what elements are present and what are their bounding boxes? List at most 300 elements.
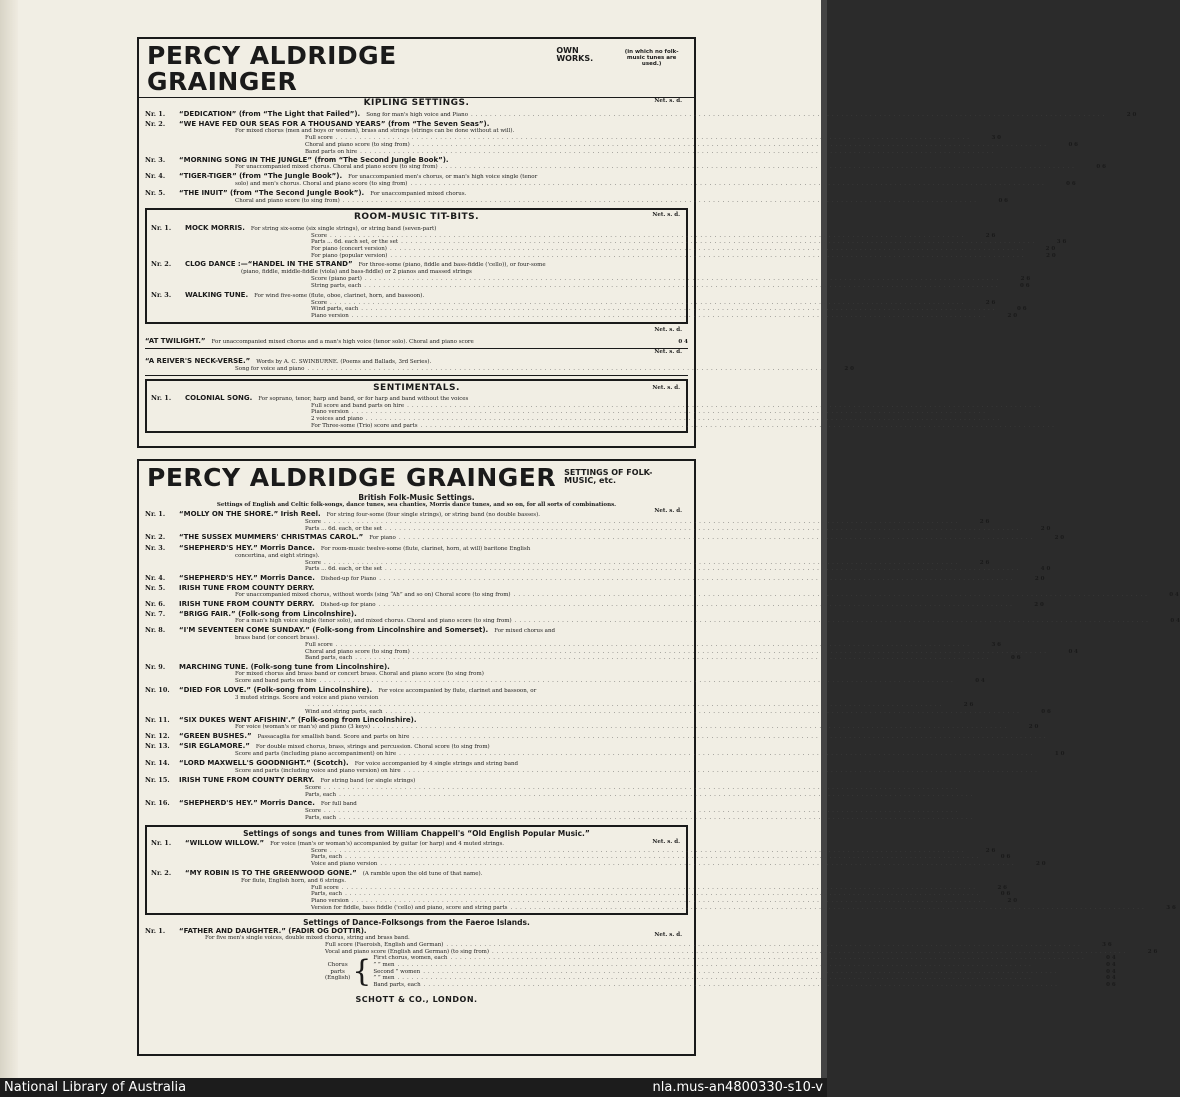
- item-number: Nr. 1.: [151, 393, 172, 402]
- price-row: [145, 519, 990, 526]
- price-row: [145, 566, 1051, 573]
- row-price: 0 4: [1106, 962, 1116, 969]
- row-label: Piano version: [311, 312, 349, 319]
- entry-line: [145, 599, 1044, 609]
- row-price: 2 0: [1045, 245, 1056, 252]
- row-price: 0 6: [1106, 981, 1116, 988]
- item-title: IRISH TUNE FROM COUNTY DERRY.: [179, 584, 315, 593]
- item-price: 2 0: [1126, 112, 1137, 118]
- item-line: For unaccompanied mixed chorus, without words (sing “Ah” and so on) Choral score (to sing from): [235, 592, 511, 599]
- item-number: Nr. 4.: [145, 171, 166, 180]
- item-description: For double mixed chorus, brass, strings and percussion. Choral score (to sing from): [255, 744, 490, 751]
- row-price: 2 6: [1147, 948, 1158, 955]
- net-price-label: Net. s. d.: [652, 838, 680, 845]
- row-label: Score: [305, 559, 322, 566]
- catalogue-entry: [145, 716, 1039, 731]
- row-label: Score: [311, 232, 328, 239]
- price-row: [145, 525, 1051, 533]
- catalogue-entry: [145, 625, 1079, 662]
- dot-leader: ......................................................................................................................................: [355, 655, 992, 662]
- dot-leader: ......................................................................................................................................: [407, 402, 1044, 409]
- dot-leader: ......................................................................................................................................: [345, 891, 982, 898]
- reiver-title: “A REIVER'S NECK-VERSE.”: [145, 356, 251, 365]
- row-label: For piano (concert version): [311, 245, 387, 252]
- dot-leader: ......................................................................................................................................: [385, 566, 1022, 573]
- item-description: For wind five-some (flute, oboe, clarinet, horn, and bassoon).: [254, 292, 425, 299]
- item-number: Nr. 3.: [151, 290, 172, 299]
- row-label: Full score: [311, 884, 339, 891]
- row-price: 0 6: [1041, 708, 1051, 715]
- dot-leader: ......................................................................................................................................: [380, 860, 1017, 867]
- price-row: [145, 942, 1112, 949]
- price-row: [145, 784, 961, 792]
- item-line: concertina, and eight strings).: [235, 552, 320, 559]
- item-number: Nr. 9.: [145, 662, 166, 671]
- row-label: ” ” men: [373, 975, 395, 982]
- publisher-imprint: SCHOTT & CO., LONDON.: [355, 995, 478, 1005]
- row-price: 2 0: [1046, 252, 1056, 259]
- british-folk-heading: British Folk-Music Settings.: [358, 493, 475, 502]
- item-line: brass band (or concert brass).: [235, 635, 320, 642]
- item-number: Nr. 6.: [145, 599, 166, 608]
- item-description: For full band: [320, 801, 357, 808]
- dot-leader: ......................................................................................................................................: [471, 112, 1108, 118]
- price-row: [145, 791, 976, 799]
- row-price: 2 0: [1007, 897, 1018, 904]
- entry-line: [145, 172, 688, 181]
- item-title: “THE INUIT” (from “The Second Jungle Book”).: [179, 188, 365, 197]
- row-label: Score: [305, 784, 322, 791]
- price-row: [145, 708, 1051, 716]
- entry-line: [145, 189, 688, 198]
- row-price: 0 6: [1020, 282, 1030, 289]
- row-price: 2 6: [979, 559, 990, 566]
- item-price: 0 6: [1066, 181, 1076, 188]
- entry-line: [145, 533, 1065, 542]
- at-twilight-entry: [145, 327, 688, 349]
- row-price: 3 6: [1102, 942, 1112, 949]
- price-row: [145, 751, 1065, 758]
- dot-leader: ......................................................................................................................................: [339, 791, 976, 798]
- row-price: 2 6: [979, 519, 990, 526]
- dot-leader: ......................................................................................................................................: [335, 642, 973, 649]
- row-price: 3 6: [1056, 239, 1067, 246]
- item-line: Score and parts (including piano accompaniment) on hire: [235, 751, 397, 758]
- sentimentals-panel: [145, 379, 1057, 434]
- row-label: For Three-some (Trio) score and parts: [311, 422, 418, 429]
- entry-line: [145, 686, 688, 695]
- dot-leader: ......................................................................................................................................: [510, 904, 1147, 911]
- dot-leader: ......................................................................................................................................: [397, 975, 1034, 982]
- entry-line: [145, 510, 688, 519]
- item-number: Nr. 3.: [145, 156, 166, 165]
- entry-line: [145, 626, 688, 635]
- at-twilight-title: “AT TWILIGHT.”: [145, 336, 206, 345]
- father-daughter-title: “FATHER AND DAUGHTER.” (FADIR OG DOTTIR).: [179, 927, 367, 936]
- dot-leader: ......................................................................................................................................: [330, 299, 967, 306]
- faeroe-section: [145, 918, 1158, 989]
- item-title: “GREEN BUSHES.”: [179, 731, 252, 740]
- catalogue-entry: [145, 775, 976, 798]
- price-row: [373, 955, 1115, 962]
- item-identifier: nla.mus-an4800330-s10-v: [652, 1080, 823, 1095]
- item-description: For unaccompanied men's chorus, or man's high voice single (tenor: [348, 173, 538, 180]
- item-title: “DIED FOR LOVE.” (Folk-song from Lincolnshire).: [179, 685, 373, 694]
- chorus-rows: [373, 955, 1115, 988]
- row-label: Parts ... 6d. each, or the set: [305, 525, 383, 532]
- item-number: Nr. 2.: [145, 120, 166, 129]
- dot-leader: ......................................................................................................................................: [412, 142, 1050, 148]
- row-label: Band parts, each: [305, 655, 353, 662]
- catalogue-entry: [145, 510, 1051, 532]
- row-price: 0 4: [1106, 968, 1116, 975]
- row-price: 2 6: [985, 847, 996, 854]
- net-price-label: Net. s. d.: [654, 326, 682, 333]
- row-price: 0 6: [1000, 891, 1011, 898]
- price-row: [151, 299, 996, 307]
- row-label: Score: [305, 808, 322, 815]
- dot-leader: ......................................................................................................................................: [398, 535, 1036, 542]
- item-line: solo) and men's chorus. Choral and piano score (to sing from): [235, 181, 408, 188]
- catalogue-entry: [145, 610, 1180, 625]
- catalogue-entry: [145, 685, 1051, 715]
- chappell-panel: [145, 825, 1176, 916]
- row-label: Full score (Faeroish, English and German): [325, 942, 444, 949]
- entry-line: [145, 776, 688, 785]
- item-price: 2 0: [1034, 601, 1044, 608]
- reiver-line: Song for voice and piano: [235, 365, 305, 372]
- price-row: [151, 402, 1044, 410]
- dot-leader: ......................................................................................................................................: [412, 733, 1049, 740]
- item-title: “WILLOW WILLOW.”: [185, 838, 265, 847]
- price-row: [145, 135, 1002, 142]
- brace-glyph: {: [352, 953, 372, 989]
- dot-leader: ......................................................................................................................................: [423, 968, 1060, 975]
- row-label: Vocal and piano score (English and German) (to sing from): [325, 948, 490, 955]
- reiver-price: 2 0: [844, 365, 854, 372]
- item-price: 0 4: [975, 678, 985, 685]
- item-line: (piano, fiddle, middle-fiddle (viola) and bass-fiddle) or 2 pianos and massed strings: [241, 269, 472, 276]
- dot-leader: ......................................................................................................................................: [412, 648, 1050, 655]
- catalogue-entry: [151, 838, 1046, 868]
- item-number: Nr. 16.: [145, 799, 170, 808]
- price-row: [151, 312, 1018, 320]
- item-description: For voice (man's or woman's) accompanied by guitar (or harp) and 4 muted strings.: [270, 840, 505, 847]
- dot-leader: ......................................................................................................................................: [399, 751, 1036, 758]
- item-price: 0 6: [998, 197, 1009, 204]
- item-line: For a man's high voice single (tenor solo), and mixed chorus. Choral and piano score (to sing from): [235, 618, 512, 625]
- own-works-tag: OWN WORKS.: [556, 46, 594, 63]
- price-row: [151, 282, 1030, 290]
- catalogue-entry: [145, 799, 976, 821]
- dot-leader: ......................................................................................................................................: [364, 282, 1001, 289]
- kipling-heading: KIPLING SETTINGS.: [363, 98, 470, 108]
- dot-leader: ......................................................................................................................................: [373, 724, 1010, 731]
- price-row: [145, 724, 1039, 731]
- item-description: Dished-up for Piano: [320, 575, 377, 582]
- price-row: [145, 142, 1079, 149]
- item-price: 2 0: [1028, 724, 1039, 731]
- row-label: Parts, each: [311, 854, 343, 861]
- dot-leader: ......................................................................................................................................: [446, 942, 1083, 949]
- catalogue-entry: [145, 543, 1051, 573]
- entry-line: [145, 544, 688, 553]
- item-price: 1 0: [1054, 751, 1065, 758]
- library-name: National Library of Australia: [4, 1080, 187, 1095]
- row-label: Second ” women: [373, 968, 421, 975]
- item-title: “THE SUSSEX MUMMERS' CHRISTMAS CAROL.”: [179, 533, 364, 542]
- row-price: 2 0: [1040, 525, 1051, 532]
- item-title: “MOLLY ON THE SHORE.” Irish Reel.: [179, 510, 321, 518]
- binding-spine: [0, 0, 18, 1078]
- item-description: (A ramble upon the old tune of that name).: [362, 870, 483, 877]
- item-description: For room-music twelve-some (flute, clarinet, horn, at will) baritone English: [320, 545, 531, 552]
- item-description: For voice accompanied by flute, clarinet and bassoon, or: [378, 687, 537, 694]
- item-number: Nr. 13.: [145, 742, 170, 751]
- item-description: For unaccompanied mixed chorus.: [370, 190, 467, 197]
- dot-leader: ......................................................................................................................................: [345, 854, 982, 861]
- price-row: [151, 252, 1056, 260]
- row-label: Score: [305, 519, 322, 526]
- dot-leader: ......................................................................................................................................: [341, 884, 979, 891]
- father-daughter-line: For five men's single voices, double mixed chorus, string and brass band.: [205, 935, 410, 942]
- item-description: Dished-up for piano: [320, 601, 376, 608]
- row-label: Wind parts, each: [311, 306, 359, 313]
- row-price: 0 4: [1068, 648, 1079, 655]
- dot-leader: ......................................................................................................................................: [365, 415, 1003, 422]
- item-number: Nr. 4.: [145, 573, 166, 582]
- price-row: [151, 884, 1008, 892]
- room-music-list: [151, 223, 1067, 320]
- catalogue-entry: [145, 171, 1076, 188]
- item-price: 0 6: [1096, 164, 1106, 171]
- row-label: Full score: [305, 135, 333, 142]
- row-label: Full score and band parts on hire: [311, 402, 405, 409]
- price-row: [151, 239, 1067, 246]
- price-row: [151, 422, 1057, 430]
- item-description: For piano: [369, 535, 396, 542]
- entry-line: [145, 573, 1045, 583]
- dot-leader: ......................................................................................................................................: [397, 962, 1034, 969]
- chorus-parts-block: [145, 953, 1116, 989]
- dot-leader: ......................................................................................................................................: [385, 525, 1022, 532]
- dot-leader: ......................................................................................................................................: [361, 306, 998, 313]
- item-line: Score and parts (including voice and piano version) on hire: [235, 768, 401, 775]
- item-number: Nr. 1.: [145, 927, 166, 936]
- composer-name: PERCY ALDRIDGE GRAINGER: [147, 463, 557, 492]
- price-row: [151, 897, 1018, 905]
- dot-leader: ......................................................................................................................................: [420, 422, 1057, 429]
- row-label: Score: [311, 299, 328, 306]
- catalogue-entry: [151, 290, 1027, 320]
- item-number: Nr. 8.: [145, 625, 166, 634]
- item-title: “MORNING SONG IN THE JUNGLE” (from “The Second Jungle Book”).: [179, 156, 449, 165]
- price-row: [151, 904, 1176, 912]
- item-line: For voice (woman's or man's) and piano (3 keys): [235, 724, 371, 731]
- row-label: Band parts on hire: [305, 148, 358, 155]
- item-number: Nr. 1.: [145, 510, 166, 518]
- price-row: [145, 642, 1002, 649]
- dot-leader: ......................................................................................................................................: [423, 981, 1060, 988]
- row-label: Parts, each: [305, 791, 337, 798]
- catalogue-entry: [145, 599, 1044, 609]
- chorus-parts-label: Chorus parts (English): [325, 962, 351, 982]
- entry-line: [145, 731, 1049, 741]
- dot-leader: ......................................................................................................................................: [390, 252, 1027, 259]
- item-description: For string six-some (six single strings), or string band (seven-part): [250, 225, 437, 232]
- row-label: First chorus, women, each: [373, 955, 448, 962]
- catalogue-entry: [145, 758, 1040, 775]
- entry-line: [151, 224, 682, 233]
- dot-leader: ......................................................................................................................................: [335, 135, 973, 142]
- row-label: Band parts, each: [373, 981, 421, 988]
- catalogue-entry: [151, 868, 1176, 912]
- row-label: Piano version: [311, 897, 349, 904]
- item-title: IRISH TUNE FROM COUNTY DERRY.: [179, 775, 315, 784]
- row-price: 4 0: [1040, 566, 1051, 573]
- item-description: For string band (or single strings): [320, 777, 416, 784]
- entry-line: [145, 759, 688, 768]
- row-label: Parts ... 6d. each set, or the set: [311, 239, 399, 246]
- row-label: For piano (popular version): [311, 252, 388, 259]
- item-line: Score and band parts on hire: [235, 678, 317, 685]
- row-price: 2 0: [1007, 312, 1018, 319]
- row-label: Parts, each: [311, 891, 343, 898]
- dot-leader: ......................................................................................................................................: [379, 575, 1016, 582]
- dot-leader: ......................................................................................................................................: [351, 312, 989, 319]
- price-row: [145, 197, 1009, 205]
- price-row: [145, 181, 1076, 188]
- price-row: [145, 559, 990, 567]
- price-row: [373, 975, 1115, 982]
- item-title: “SIX DUKES WENT AFISHIN'.” (Folk-song from Lincolnshire).: [179, 716, 417, 725]
- price-row: [373, 982, 1115, 989]
- folk-music-panel: [137, 459, 1180, 1056]
- room-music-heading: ROOM-MUSIC TIT-BITS.: [353, 211, 480, 222]
- dot-leader: ......................................................................................................................................: [514, 618, 1151, 625]
- row-price: 2 6: [1020, 276, 1031, 283]
- catalogue-entry: [145, 662, 985, 685]
- item-title: “BRIGG FAIR.” (Folk-song from Lincolnshire).: [179, 610, 357, 619]
- dot-leader: ......................................................................................................................................: [450, 955, 1087, 962]
- item-title: “LORD MAXWELL'S GOODNIGHT.” (Scotch).: [179, 758, 349, 767]
- item-title: MARCHING TUNE. (Folk-song tune from Lincolnshire).: [179, 662, 390, 671]
- dot-leader: ......................................................................................................................................: [364, 276, 1002, 283]
- row-price: 0 6: [1016, 306, 1027, 313]
- colonial-song-desc: For soprano, tenor, harp and band, or for harp and band without the voices: [258, 395, 469, 402]
- item-number: Nr. 3.: [145, 543, 166, 552]
- item-number: Nr. 10.: [145, 685, 170, 694]
- item-title: “SIR EGLAMORE.”: [179, 742, 250, 751]
- dot-leader: ......................................................................................................................................: [401, 239, 1038, 246]
- row-label: Full score: [305, 642, 333, 649]
- price-row: [145, 678, 985, 685]
- colonial-song-rows: [151, 402, 1057, 429]
- item-number: Nr. 5.: [145, 584, 166, 593]
- row-label: Voice and piano version: [311, 860, 378, 867]
- item-number: Nr. 14.: [145, 758, 170, 767]
- net-price-label: Net. s. d.: [654, 508, 682, 514]
- price-row: [145, 808, 961, 815]
- item-title: IRISH TUNE FROM COUNTY DERRY.: [179, 599, 315, 608]
- net-price-label: Net. s. d.: [652, 384, 680, 391]
- dot-leader: ......................................................................................................................................: [410, 181, 1047, 188]
- item-price: 2 0: [1054, 535, 1065, 542]
- item-description: For string four-some (four single strings), or string band (no double basses).: [326, 512, 540, 518]
- colonial-song-title: COLONIAL SONG.: [185, 393, 253, 402]
- dot-leader: ......................................................................................................................................: [513, 592, 1150, 599]
- price-row: [151, 276, 1031, 283]
- item-price: 0 4: [1169, 592, 1179, 599]
- dot-leader: ......................................................................................................................................: [385, 708, 1022, 715]
- father-daughter-rows: [145, 942, 1158, 955]
- price-row: [151, 306, 1027, 313]
- row-price: 3 6: [1166, 904, 1176, 911]
- own-works-header: [139, 39, 694, 98]
- catalogue-entry: [145, 120, 1079, 155]
- net-price-label: Net. s. d.: [652, 211, 680, 218]
- row-price: 2 0: [1036, 860, 1046, 867]
- price-row: [145, 148, 997, 156]
- item-description: For three-some (piano, fiddle and bass-fiddle ('cello)), or four-some: [358, 262, 546, 269]
- item-title: “DEDICATION” (from “The Light that Failed”).: [179, 110, 361, 118]
- price-row: [373, 969, 1115, 976]
- row-label: 2 voices and piano: [311, 415, 363, 422]
- row-label: Piano version: [311, 409, 349, 416]
- sentimentals-heading: SENTIMENTALS.: [373, 382, 460, 393]
- dot-leader: ......................................................................................................................................: [324, 559, 961, 566]
- price-row: [151, 847, 996, 855]
- dot-leader: ......................................................................................................................................: [492, 948, 1129, 955]
- item-title: CLOG DANCE :—“HANDEL IN THE STRAND”: [185, 260, 353, 269]
- faeroe-heading: Settings of Dance-Folksongs from the Faeroe Islands.: [303, 918, 530, 928]
- item-line: For unaccompanied mixed chorus. Choral and piano score (to sing from): [235, 164, 438, 171]
- price-row: [145, 814, 976, 822]
- item-title: “I'M SEVENTEEN COME SUNDAY.” (Folk-song from Lincolnshire and Somerset).: [179, 625, 489, 634]
- room-music-panel: [145, 208, 1067, 324]
- dot-leader: ......................................................................................................................................: [342, 197, 980, 204]
- dot-leader: ......................................................................................................................................: [378, 601, 1015, 608]
- row-price: 3 0: [991, 135, 1002, 142]
- row-price: 0 6: [1010, 655, 1021, 662]
- row-label: Version for fiddle, bass fiddle ('cello) and piano, score and string parts: [311, 904, 508, 911]
- own-works-note: (in which no folk-music tunes are used.): [624, 49, 679, 67]
- price-row: [145, 948, 1158, 956]
- catalogue-entry: [151, 260, 1031, 289]
- entry-line: [145, 799, 688, 808]
- row-price: 0 6: [1000, 854, 1011, 861]
- catalogue-entry: [145, 731, 1049, 741]
- item-line: For mixed chorus (men and boys or women), brass and strings (strings can be done without at will).: [235, 128, 515, 135]
- item-price: 2 0: [1034, 575, 1045, 582]
- row-label: Choral and piano score (to sing from): [305, 142, 410, 148]
- dot-leader: ......................................................................................................................................: [330, 847, 967, 854]
- price-row: [151, 415, 1003, 423]
- dot-leader: ......................................................................................................................................: [308, 701, 945, 708]
- dot-leader: ......................................................................................................................................: [319, 678, 956, 685]
- net-price-label: Net. s. d.: [654, 348, 682, 355]
- item-number: Nr. 1.: [145, 110, 166, 118]
- dot-leader: ......................................................................................................................................: [351, 897, 989, 904]
- price-row: [151, 232, 996, 240]
- item-title: “SHEPHERD'S HEY.” Morris Dance.: [179, 799, 315, 808]
- dot-leader: ......................................................................................................................................: [389, 245, 1027, 252]
- item-title: “TIGER-TIGER” (from “The Jungle Book”).: [179, 171, 343, 180]
- entry-line: [151, 291, 682, 300]
- item-title: MOCK MORRIS.: [185, 223, 245, 232]
- price-row: [145, 618, 1180, 625]
- own-works-panel: [137, 37, 1137, 448]
